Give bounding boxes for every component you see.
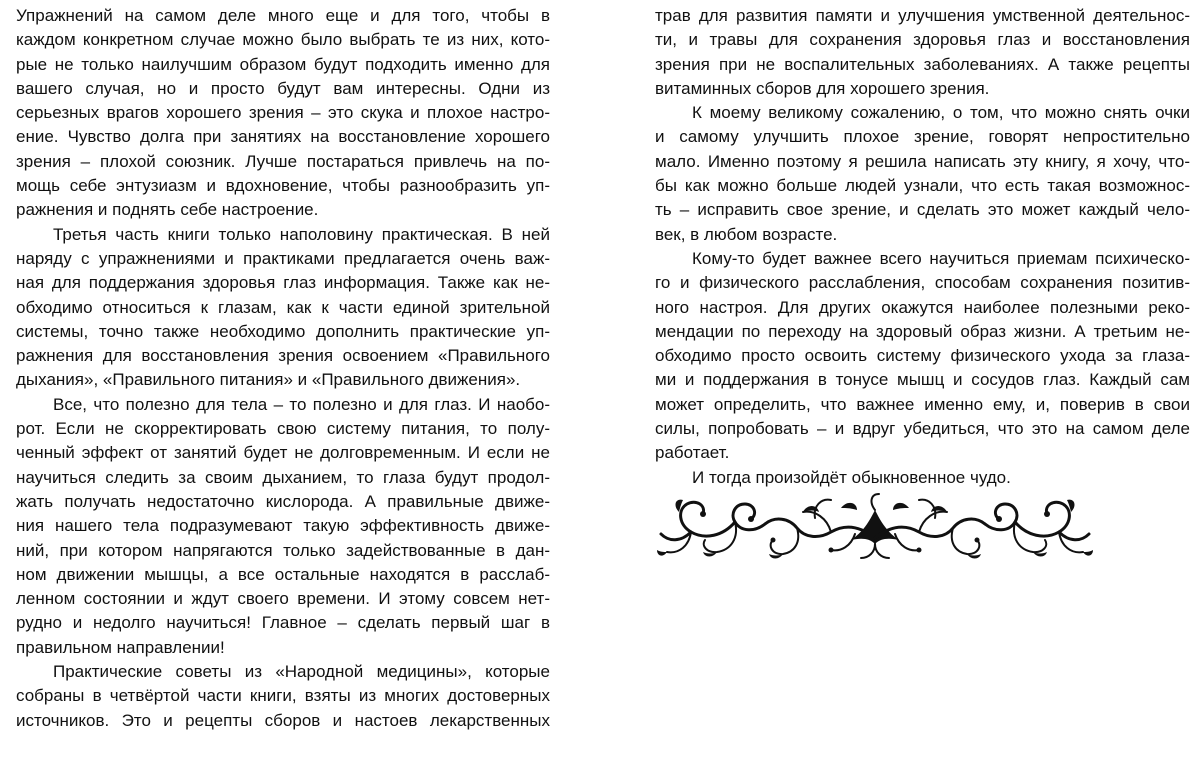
paragraph-first-line: И тогда произойдёт обыкновенное чудо.: [692, 467, 1011, 487]
text-line: ми и поддержания в тонусе мышц и сосудов глаз. Каждый сам: [655, 370, 1190, 390]
text-line: мощь себе энтузиазм и вдохновение, чтобы разнообразить уп-: [16, 176, 550, 196]
text-line: дыхания», «Правильного питания» и «Правильного движения».: [16, 370, 521, 390]
text-line: работает.: [655, 443, 730, 463]
text-line: витаминных сборов для хорошего зрения.: [655, 78, 990, 98]
text-line: ного настроя. Для других окажутся наиболее полезными реко-: [655, 297, 1190, 317]
paragraph-first-line: Кому-то будет важнее всего научиться приемам психическо-: [692, 248, 1190, 268]
paragraph-first-line: К моему великому сожалению, о том, что можно снять очки: [692, 103, 1190, 123]
text-line: силы, попробовать – и вдруг убедиться, что это на самом деле: [655, 419, 1190, 439]
text-line: мало. Именно поэтому я решила написать эту книгу, я хочу, что-: [655, 151, 1190, 171]
text-line: каждом конкретном случае можно было выбрать те из них, кото-: [16, 30, 550, 50]
text-line: го и физического расслабления, способам сохранения позитив-: [655, 273, 1190, 293]
text-line: собраны в четвёртой части книги, взяты из многих достоверных: [16, 686, 550, 706]
text-line: ченный эффект от занятий будет не долговременным. И если не: [16, 443, 550, 463]
left-text-column: [16, 4, 550, 733]
right-text-column: [655, 4, 1190, 490]
text-line: ния нашего тела подразумевают такую эффективность движе-: [16, 516, 550, 536]
text-line: ная для поддержания здоровья глаз информация. Также как не-: [16, 273, 550, 293]
text-line: ение. Чувство долга при занятиях на восстановление хорошего: [16, 127, 550, 147]
text-line: ражнения и поднять себе настроение.: [16, 200, 319, 220]
text-line: наряду с упражнениями и практиками предлагается очень важ-: [16, 248, 550, 268]
text-line: трав для развития памяти и улучшения умственной деятельнос-: [655, 6, 1190, 25]
paragraph-first-line: Третья часть книги только наполовину практическая. В ней: [53, 224, 550, 244]
paragraph-first-line: Все, что полезно для тела – то полезно и для глаз. И наобо-: [53, 394, 550, 414]
text-line: ном движении мышцы, а все остальные находятся в расслаб-: [16, 564, 550, 584]
text-line: Упражнений на самом деле много еще и для того, чтобы в: [16, 6, 550, 25]
text-line: и самому улучшить плохое зрение, говорят непростительно: [655, 127, 1190, 147]
text-line: системы, точно также необходимо дополнить практические уп-: [16, 321, 550, 341]
text-line: ний, при котором напрягаются только задействованные в дан-: [16, 540, 550, 560]
text-line: ражнения для восстановления зрения освоением «Правильного: [16, 346, 550, 366]
text-line: может определить, что важнее именно ему, и, поверив в свои: [655, 394, 1190, 414]
text-line: правильном направлении!: [16, 637, 225, 657]
text-line: ленном состоянии и ждут своего времени. И этому совсем нет-: [16, 589, 550, 609]
text-line: зрения – плохой союзник. Лучше постараться привлечь на по-: [16, 151, 550, 171]
floral-flourish-divider-icon: [655, 488, 1095, 566]
text-line: жать получать недостаточно кислорода. А правильные движе-: [16, 491, 550, 511]
text-line: мендации по переходу на здоровый образ жизни. А третьим не-: [655, 321, 1190, 341]
text-line: научиться следить за своим дыханием, то глаза будут продол-: [16, 467, 550, 487]
text-line: ть – исправить свое зрение, и сделать это может каждый чело-: [655, 200, 1190, 220]
text-line: вашего случая, но и просто будут вам интересны. Одни из: [16, 78, 550, 98]
text-line: обходимо просто освоить систему физического ухода за глаза-: [655, 346, 1190, 366]
paragraph-first-line: Практические советы из «Народной медицины», которые: [53, 662, 550, 682]
text-line: рые не только наилучшим образом будут подходить именно для: [16, 54, 550, 74]
text-line: зрения при не воспалительных заболеваниях. А также рецепты: [655, 54, 1190, 74]
text-line: серьезных врагов хорошего зрения – это скука и плохое настро-: [16, 103, 550, 123]
text-line: обходимо относиться к глазам, как к части единой зрительной: [16, 297, 550, 317]
text-line: источников. Это и рецепты сборов и настоев лекарственных: [16, 710, 550, 730]
text-line: рудно и недолго научиться! Главное – сделать первый шаг в: [16, 613, 550, 633]
text-line: рот. Если не скорректировать свою систему питания, то полу-: [16, 419, 550, 439]
text-line: век, в любом возрасте.: [655, 224, 838, 244]
text-line: ти, и травы для сохранения здоровья глаз и восстановления: [655, 30, 1190, 50]
text-line: бы как можно больше людей узнали, что есть такая возможнос-: [655, 176, 1190, 196]
